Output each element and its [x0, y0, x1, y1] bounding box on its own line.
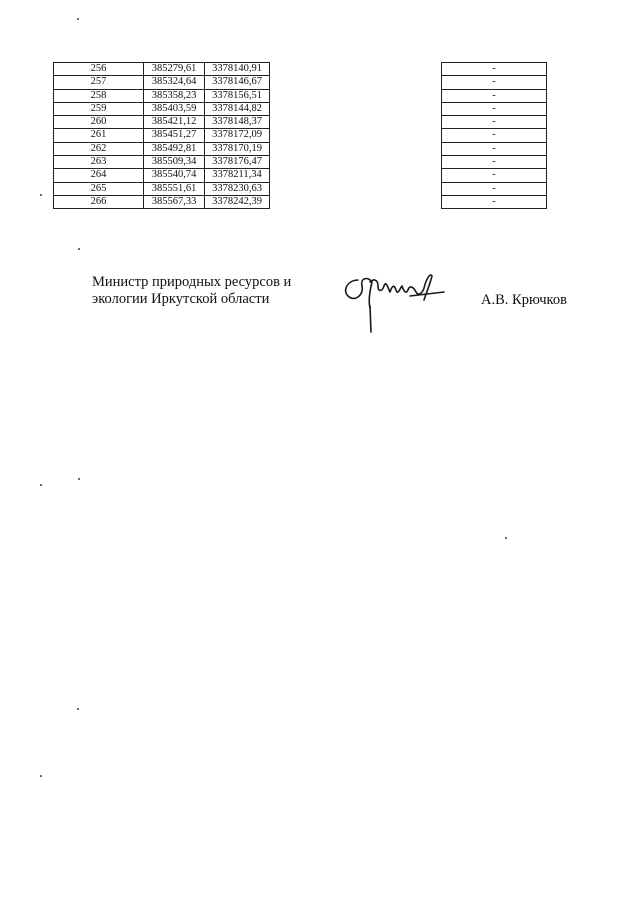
point-number-cell: 262 — [54, 142, 144, 155]
coordinates-table — [53, 62, 547, 209]
point-number-cell: 263 — [54, 156, 144, 169]
value-cell: - — [442, 182, 547, 195]
x-coordinate-cell: 385421,12 — [144, 116, 205, 129]
value-cell: - — [442, 129, 547, 142]
y-coordinate-cell: 3378148,37 — [205, 116, 270, 129]
point-number-cell: 259 — [54, 102, 144, 115]
blank-gap-cell — [270, 169, 442, 182]
handwritten-signature — [340, 266, 450, 336]
value-cell: - — [442, 116, 547, 129]
scan-speck — [77, 708, 79, 710]
value-cell: - — [442, 142, 547, 155]
table-row — [54, 156, 547, 169]
table-row — [54, 102, 547, 115]
value-cell: - — [442, 89, 547, 102]
point-number-cell: 265 — [54, 182, 144, 195]
y-coordinate-cell: 3378230,63 — [205, 182, 270, 195]
table-row — [54, 142, 547, 155]
scan-speck — [40, 484, 42, 486]
point-number-cell: 260 — [54, 116, 144, 129]
scan-speck — [505, 537, 507, 539]
table-row — [54, 89, 547, 102]
signatory-title-line-1: Министр природных ресурсов и — [92, 274, 292, 290]
table-row — [54, 169, 547, 182]
blank-gap-cell — [270, 182, 442, 195]
table-row — [54, 182, 547, 195]
x-coordinate-cell: 385551,61 — [144, 182, 205, 195]
point-number-cell: 261 — [54, 129, 144, 142]
y-coordinate-cell: 3378242,39 — [205, 195, 270, 208]
y-coordinate-cell: 3378144,82 — [205, 102, 270, 115]
table-row — [54, 195, 547, 208]
x-coordinate-cell: 385567,33 — [144, 195, 205, 208]
point-number-cell: 258 — [54, 89, 144, 102]
y-coordinate-cell: 3378172,09 — [205, 129, 270, 142]
point-number-cell: 266 — [54, 195, 144, 208]
table-row — [54, 129, 547, 142]
table-row — [54, 63, 547, 76]
scan-speck — [40, 775, 42, 777]
value-cell: - — [442, 156, 547, 169]
x-coordinate-cell: 385540,74 — [144, 169, 205, 182]
x-coordinate-cell: 385279,61 — [144, 63, 205, 76]
point-number-cell: 257 — [54, 76, 144, 89]
signatory-name: А.В. Крючков — [481, 292, 567, 308]
blank-gap-cell — [270, 195, 442, 208]
y-coordinate-cell: 3378176,47 — [205, 156, 270, 169]
blank-gap-cell — [270, 156, 442, 169]
signatory-title-line-2: экологии Иркутской области — [92, 291, 270, 307]
table-row — [54, 116, 547, 129]
blank-gap-cell — [270, 102, 442, 115]
y-coordinate-cell: 3378140,91 — [205, 63, 270, 76]
coordinates-table-body — [54, 63, 547, 209]
blank-gap-cell — [270, 142, 442, 155]
x-coordinate-cell: 385358,23 — [144, 89, 205, 102]
value-cell: - — [442, 102, 547, 115]
y-coordinate-cell: 3378211,34 — [205, 169, 270, 182]
blank-gap-cell — [270, 116, 442, 129]
scan-speck — [40, 194, 42, 196]
blank-gap-cell — [270, 63, 442, 76]
x-coordinate-cell: 385403,59 — [144, 102, 205, 115]
y-coordinate-cell: 3378146,67 — [205, 76, 270, 89]
x-coordinate-cell: 385509,34 — [144, 156, 205, 169]
point-number-cell: 264 — [54, 169, 144, 182]
y-coordinate-cell: 3378170,19 — [205, 142, 270, 155]
value-cell: - — [442, 195, 547, 208]
scan-speck — [78, 248, 80, 250]
y-coordinate-cell: 3378156,51 — [205, 89, 270, 102]
scan-speck — [77, 18, 79, 20]
scan-speck — [78, 478, 80, 480]
blank-gap-cell — [270, 129, 442, 142]
table-row — [54, 76, 547, 89]
value-cell: - — [442, 76, 547, 89]
x-coordinate-cell: 385324,64 — [144, 76, 205, 89]
point-number-cell: 256 — [54, 63, 144, 76]
blank-gap-cell — [270, 76, 442, 89]
value-cell: - — [442, 63, 547, 76]
x-coordinate-cell: 385492,81 — [144, 142, 205, 155]
value-cell: - — [442, 169, 547, 182]
blank-gap-cell — [270, 89, 442, 102]
signatory-title — [92, 274, 291, 308]
x-coordinate-cell: 385451,27 — [144, 129, 205, 142]
